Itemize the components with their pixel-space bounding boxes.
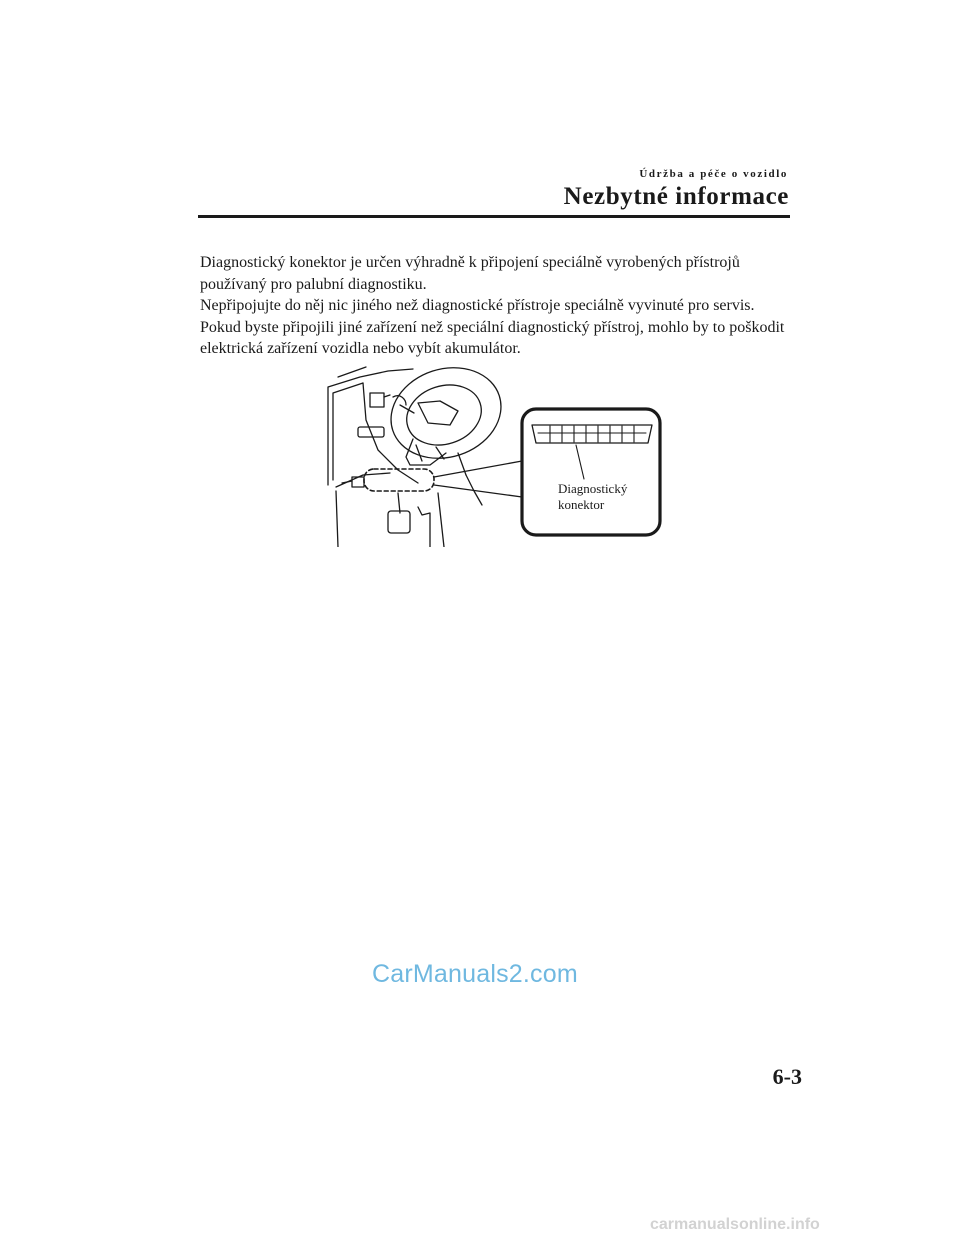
connector-location (364, 469, 434, 491)
body-line: Pokud byste připojili jiné zařízení než speciální diagnostický přístroj, mohlo by to poškodit (200, 318, 785, 336)
body-line: Nepřipojujte do něj nic jiného než diagnostické přístroje speciálně vyvinuté pro servis. (200, 297, 755, 314)
page-number: 6-3 (772, 1064, 802, 1089)
section-title: Údržba a péče o vozidlo (639, 168, 788, 180)
header-divider (198, 215, 790, 218)
steering-wheel (379, 365, 513, 472)
watermark-link[interactable]: CarManuals2.com (372, 960, 578, 988)
footer-watermark: carmanualsonline.info (650, 1216, 820, 1233)
pedal (388, 511, 410, 533)
body-line: elektrická zařízení vozidla nebo vybít akumulátor. (200, 340, 521, 357)
callout-leader (434, 461, 522, 477)
pedal-arm (398, 493, 400, 513)
body-text (200, 252, 800, 360)
page-title: Nezbytné informace (563, 183, 789, 210)
callout-box (522, 409, 660, 535)
connector-label: Diagnostický konektor (558, 481, 628, 512)
switch-panel (370, 393, 384, 407)
body-line: používaný pro palubní diagnostiku. (200, 275, 427, 293)
body-line: Diagnostický konektor je určen výhradně k připojení speciálně vyrobených přístrojů (200, 254, 740, 271)
label-leader (576, 445, 584, 479)
diagnostic-connector-illustration (318, 365, 668, 547)
floor-line (336, 491, 338, 547)
steering-wheel-inner (399, 376, 489, 455)
